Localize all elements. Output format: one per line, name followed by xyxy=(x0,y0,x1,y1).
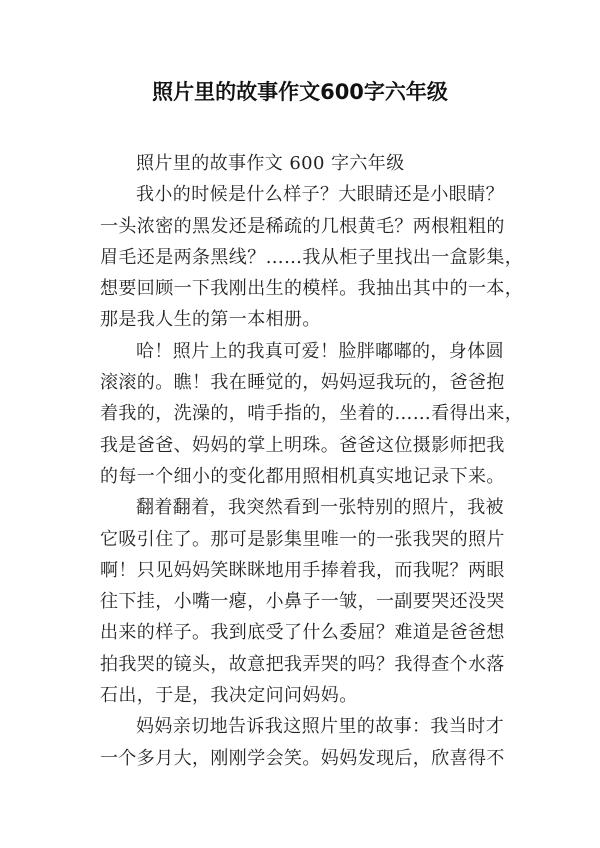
document-subtitle: 照片里的故事作文 600 字六年级 xyxy=(136,153,405,174)
text-line: 翻着翻着，我突然看到一张特别的照片，我被 xyxy=(136,497,504,519)
text-line: 眉毛还是两条黑线？……我从柜子里找出一盒影集， xyxy=(100,246,524,268)
text-line: 的每一个细小的变化都用照相机真实地记录下来。 xyxy=(100,465,505,487)
text-line: 一头浓密的黑发还是稀疏的几根黄毛？两根粗粗的 xyxy=(100,215,505,237)
text-line: 妈妈亲切地告诉我这照片里的故事：我当时才 xyxy=(136,716,504,738)
text-line: 想要回顾一下我刚出生的模样。我抽出其中的一本， xyxy=(100,278,524,300)
document-title: 照片里的故事作文600字六年级 xyxy=(152,80,448,104)
text-line: 拍我哭的镜头，故意把我弄哭的吗？我得查个水落 xyxy=(100,653,505,675)
text-line: 我小的时候是什么样子？大眼睛还是小眼睛？ xyxy=(136,184,504,206)
text-line: 滚滚的。瞧！我在睡觉的，妈妈逗我玩的，爸爸抱 xyxy=(100,372,505,394)
text-line: 出来的样子。我到底受了什么委屈？难道是爸爸想 xyxy=(100,622,505,644)
text-line: 一个多月大，刚刚学会笑。妈妈发现后，欣喜得不 xyxy=(100,747,505,769)
text-line: 哈！照片上的我真可爱！脸胖嘟嘟的，身体圆 xyxy=(136,340,504,362)
text-line: 那是我人生的第一本相册。 xyxy=(100,309,321,331)
text-line: 它吸引住了。那可是影集里唯一的一张我哭的照片 xyxy=(100,528,505,550)
text-line: 着我的，洗澡的，啃手指的，坐着的……看得出来， xyxy=(100,403,524,425)
text-line: 我是爸爸、妈妈的掌上明珠。爸爸这位摄影师把我 xyxy=(100,434,505,456)
document-body xyxy=(100,148,524,774)
text-line: 往下挂，小嘴一瘪，小鼻子一皱，一副要哭还没哭 xyxy=(100,591,505,613)
text-line: 啊！只见妈妈笑眯眯地用手捧着我，而我呢？两眼 xyxy=(100,559,505,581)
text-line: 石出，于是，我决定问问妈妈。 xyxy=(100,685,358,707)
